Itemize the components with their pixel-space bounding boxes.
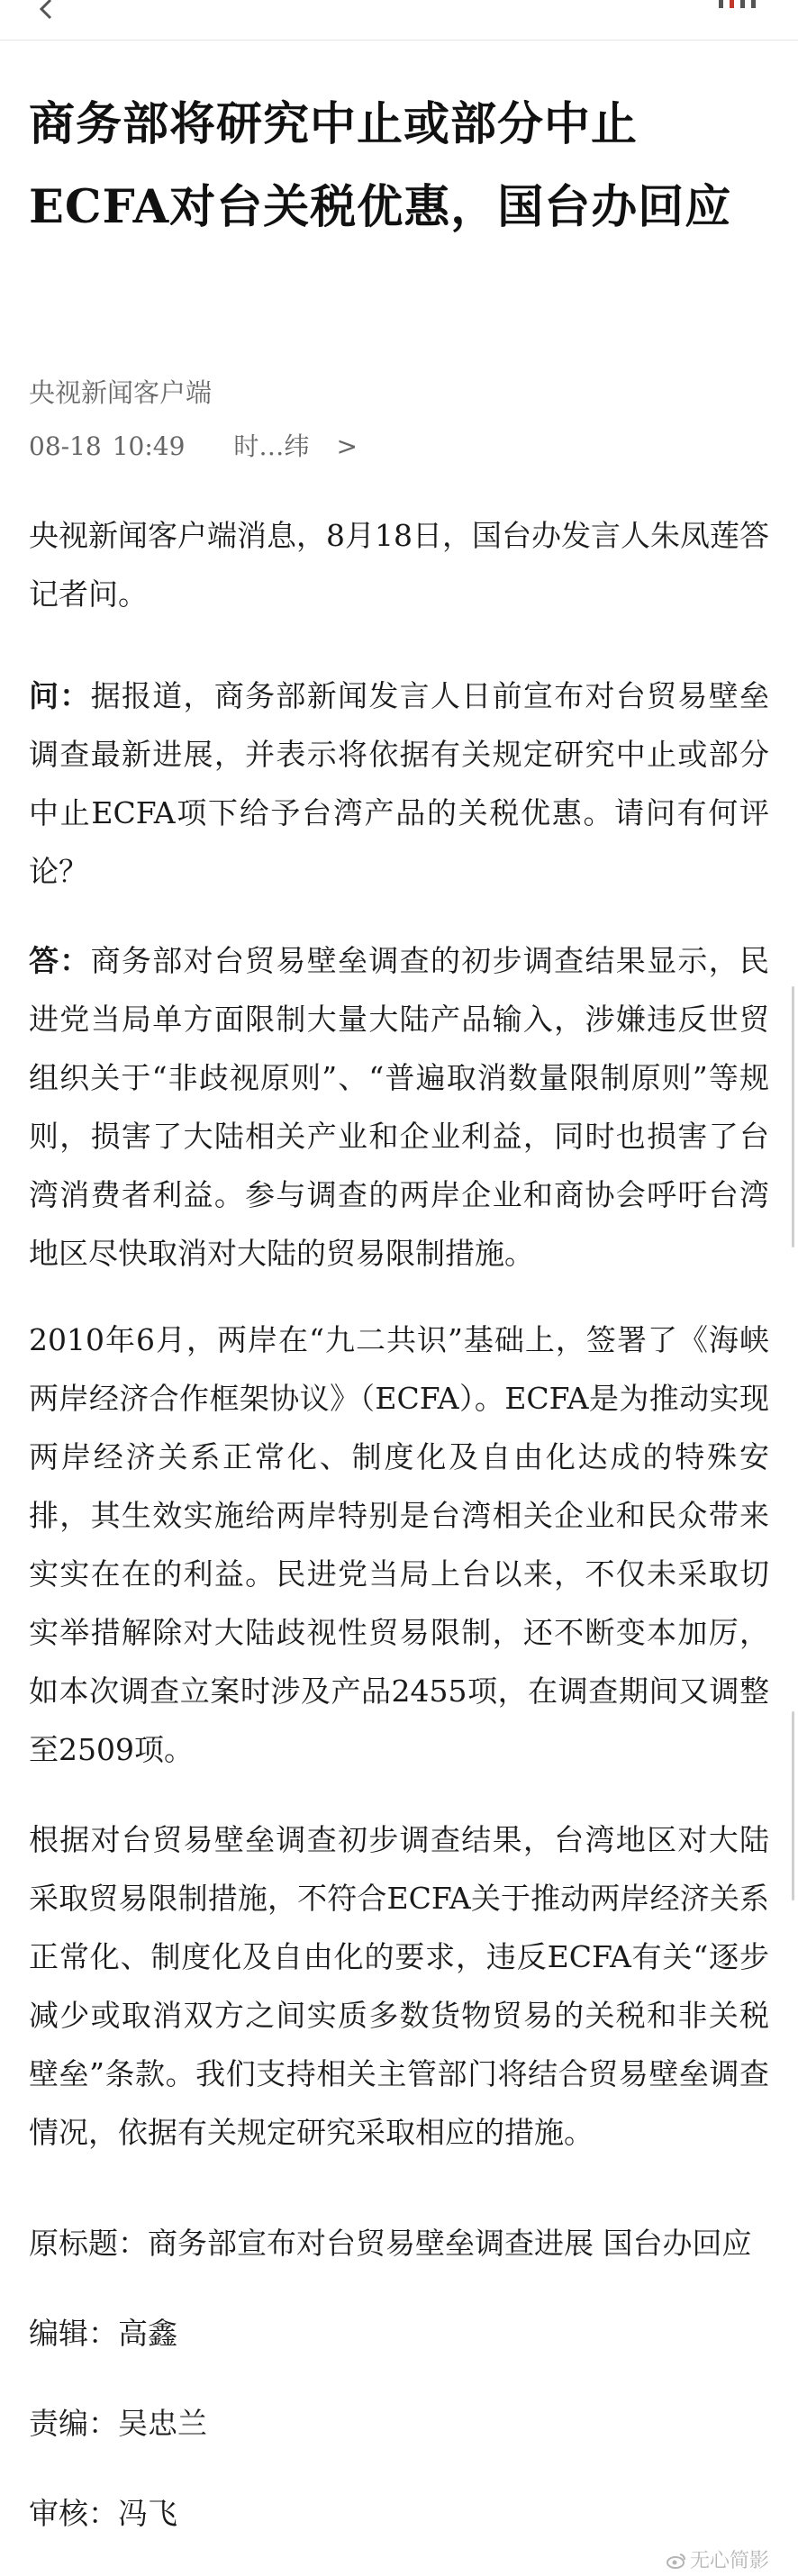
paragraph-lead: 答： (29, 943, 91, 978)
paragraph-text: 商务部对台贸易壁垒调查的初步调查结果显示，民进党当局单方面限制大量大陆产品输入，涉嫌违反世贸组织关于“非歧视原则”、“普遍取消数量限制原则”等规则，损害了大陆相关产业和企业利益，同时也损害了台湾消费者利益。参与调查的两岸企业和商协会呼吁台湾地区尽快取消对大陆的贸易限制措施。 (29, 943, 770, 1271)
paragraph-conclusion (29, 1810, 769, 2162)
paragraph-text: 2010年6月，两岸在“九二共识”基础上，签署了《海峡两岸经济合作框架协议》（ECFA）。ECFA是为推动实现两岸经济关系正常化、制度化及自由化达成的特殊安排，其生效实施给两岸特别是台湾相关企业和民众带来实实在在的利益。民进党当局上台以来，不仅未采取切实举措解除对大陆歧视性贸易限制，还不断变本加厉，如本次调查立案时涉及产品2455项，在调查期间又调整至2509项。 (29, 1322, 769, 1767)
article-source[interactable]: 央视新闻客户端 (29, 377, 213, 408)
watermark (667, 2545, 769, 2573)
publish-time: 10:49 (112, 431, 186, 461)
paragraph-text: 央视新闻客户端消息，8月18日，国台办发言人朱凤莲答记者问。 (29, 518, 769, 612)
original-title (29, 2214, 769, 2272)
scrollbar[interactable] (792, 986, 794, 1247)
dots-icon[interactable] (712, 0, 766, 18)
publish-date: 08-18 (29, 431, 102, 461)
paragraph-answer (29, 931, 769, 1283)
author-name[interactable]: 时…纬 (233, 431, 310, 461)
paragraph-text: 原标题：商务部宣布对台贸易壁垒调查进展 国台办回应 (29, 2226, 752, 2261)
paragraph-text: 编辑：高鑫 (29, 2316, 177, 2351)
scrollbar-secondary[interactable] (792, 1711, 794, 1900)
reviewer-line (29, 2484, 769, 2543)
editor-line (29, 2304, 769, 2363)
chevron-left-icon[interactable] (27, 0, 63, 25)
paragraph-lead: 问： (29, 678, 91, 713)
paragraph-text: 根据对台贸易壁垒调查初步调查结果，台湾地区对大陆采取贸易限制措施，不符合ECFA关于推动两岸经济关系正常化、制度化及自由化的要求，违反ECFA有关“逐步减少或取消双方之间实质多数货物贸易的关税和非关税壁垒”条款。我们支持相关主管部门将结合贸易壁垒调查情况，依据有关规定研究采取相应的措施。 (29, 1822, 769, 2150)
paragraph-text: 据报道，商务部新闻发言人日前宣布对台贸易壁垒调查最新进展，并表示将依据有关规定研究中止或部分中止ECFA项下给予台湾产品的关税优惠。请问有何评论？ (29, 678, 770, 889)
chief-editor-line (29, 2394, 769, 2453)
article-title: 商务部将研究中止或部分中止ECFA对台关税优惠，国台办回应 (29, 97, 732, 234)
article-meta (29, 429, 358, 465)
paragraph-intro (29, 506, 769, 623)
watermark-text: 无心简影 (690, 2550, 770, 2572)
paragraph-background (29, 1311, 769, 1779)
paragraph-question (29, 667, 769, 901)
top-bar (0, 0, 798, 41)
chevron-right-icon[interactable]: > (336, 431, 358, 461)
paragraph-text: 责编：吴忠兰 (29, 2406, 207, 2441)
paragraph-text: 审核：冯飞 (29, 2496, 177, 2531)
weibo-icon (667, 2553, 686, 2569)
